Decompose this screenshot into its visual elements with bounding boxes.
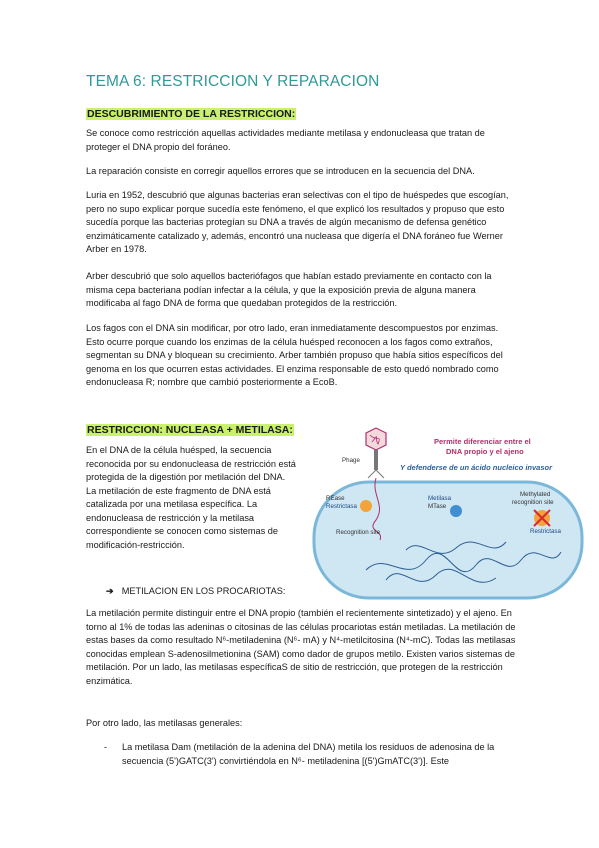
arrow-icon: ➔ <box>106 586 114 596</box>
figure-svg <box>306 420 588 604</box>
restriction-figure <box>306 420 588 604</box>
bullet-label: METILACION EN LOS PROCARIOTAS: <box>121 586 286 596</box>
phage-icon <box>366 428 386 478</box>
rease-label: REase <box>326 495 345 502</box>
dash-icon: - <box>104 742 108 752</box>
paragraph: Los fagos con el DNA sin modificar, por otro lado, eran inmediatamente descompuestos por enzimas. Esto ocurre porque cuando los enzimas de la célula huésped reconocen a los fagos como extraños, segmentan su DNA y bloquean su crecimiento. Arber también propuso que había sitios específicos del genoma en los que ocurren estas actividades. El enzima responsable de esto quedó nombrado como endonucleasa R; nombre que cambió posteriormente a EcoB. <box>86 323 503 387</box>
section-heading-text: RESTRICCION: NUCLEASA + METILASA: <box>87 424 293 436</box>
figure-caption-2: Y defenderse de un ácido nucleico invasor <box>400 463 552 472</box>
phage-label: Phage <box>342 457 360 464</box>
bullet-item <box>106 586 285 597</box>
paragraph: Arber descubrió que solo aquellos bacteriófagos que habían estado previamente en contacto con la misma cepa bacteriana podían infectar a la célula, y que la exposición previa de alguna manera modificaba al fago DNA de forma que quedaban protegidos de la restricción. <box>86 271 492 308</box>
recognition-site-label: Recognition site <box>336 529 381 536</box>
restrictasa-label: Restrictasa <box>326 503 357 510</box>
figure-caption-1a: Permite diferenciar entre el <box>434 437 531 446</box>
metilasa-label: Metilasa <box>428 495 452 502</box>
list-item: La metilasa Dam (metilación de la adenina del DNA) metila los residuos de adenosina de la secuencia (5')GATC(3') convirtiéndola en N⁶- metiladenina [(5')GmATC(3')]. Este <box>122 742 495 766</box>
page-title: TEMA 6: RESTRICCION Y REPARACION <box>86 73 380 90</box>
paragraph: La metilación permite distinguir entre el DNA propio (también el recientemente sintetizado) y el ajeno. En torno al 1% de todas las adeninas o citosinas de las células procariotas están metiladas. La metilación de estas bases da como resultado N⁶-metiladenina (N⁶- mA) y N⁴-metilcitosina (N⁴-mC). Todas las metilasas conocidas emplean S-adenosilmetionina (SAM) como dador de grupos metilo. Existen varios sistemas de metilación. Por un lado, las metilasas específicaS de sitio de restricción, que protegen de la restricción enzimática. <box>86 608 516 686</box>
section-heading-nuclease <box>86 420 294 438</box>
methylated-site-label: recognition site <box>512 499 554 506</box>
methylated-label: Methylated <box>520 491 551 498</box>
section-heading-text: DESCUBRIMIENTO DE LA RESTRICCION: <box>87 108 296 120</box>
mtase-enzyme-icon <box>450 505 462 517</box>
paragraph: La reparación consiste en corregir aquellos errores que se introducen en la secuencia del DNA. <box>86 166 475 176</box>
restrictasa2-label: Restrictasa <box>530 528 561 535</box>
section-heading-discovery <box>86 104 296 122</box>
paragraph: Se conoce como restricción aquellas actividades mediante metilasa y endonucleasa que tratan de proteger el DNA propio del foráneo. <box>86 128 485 152</box>
figure-caption-1b: DNA propio y el ajeno <box>446 447 524 456</box>
paragraph: En el DNA de la célula huésped, la secuencia reconocida por su endonucleasa de restricción está protegida de la digestión por metilación del DNA. La metilación de este fragmento de DNA está catalizada por una metilasa específica. La endonucleasa de restricción y la metilasa correspondiente se conocen como sistemas de modificación-restricción. <box>86 445 296 550</box>
mtase-label: MTase <box>428 503 447 510</box>
paragraph: Por otro lado, las metilasas generales: <box>86 718 243 728</box>
rease-enzyme-icon <box>360 500 372 512</box>
paragraph: Luria en 1952, descubrió que algunas bacterias eran selectivas con el tipo de huéspedes que escogían, pero no supo explicar porque sucedía este fenómeno, el que explicó los resultados y propuso que esto sucedía porque las bacterias protegían su DNA a través de algún mecanismo de defensa genético enzimáticamente catalizado y, además, encontró una nucleasa que digería el DNA foráneo fue Werner Arber en 1978. <box>86 190 509 254</box>
